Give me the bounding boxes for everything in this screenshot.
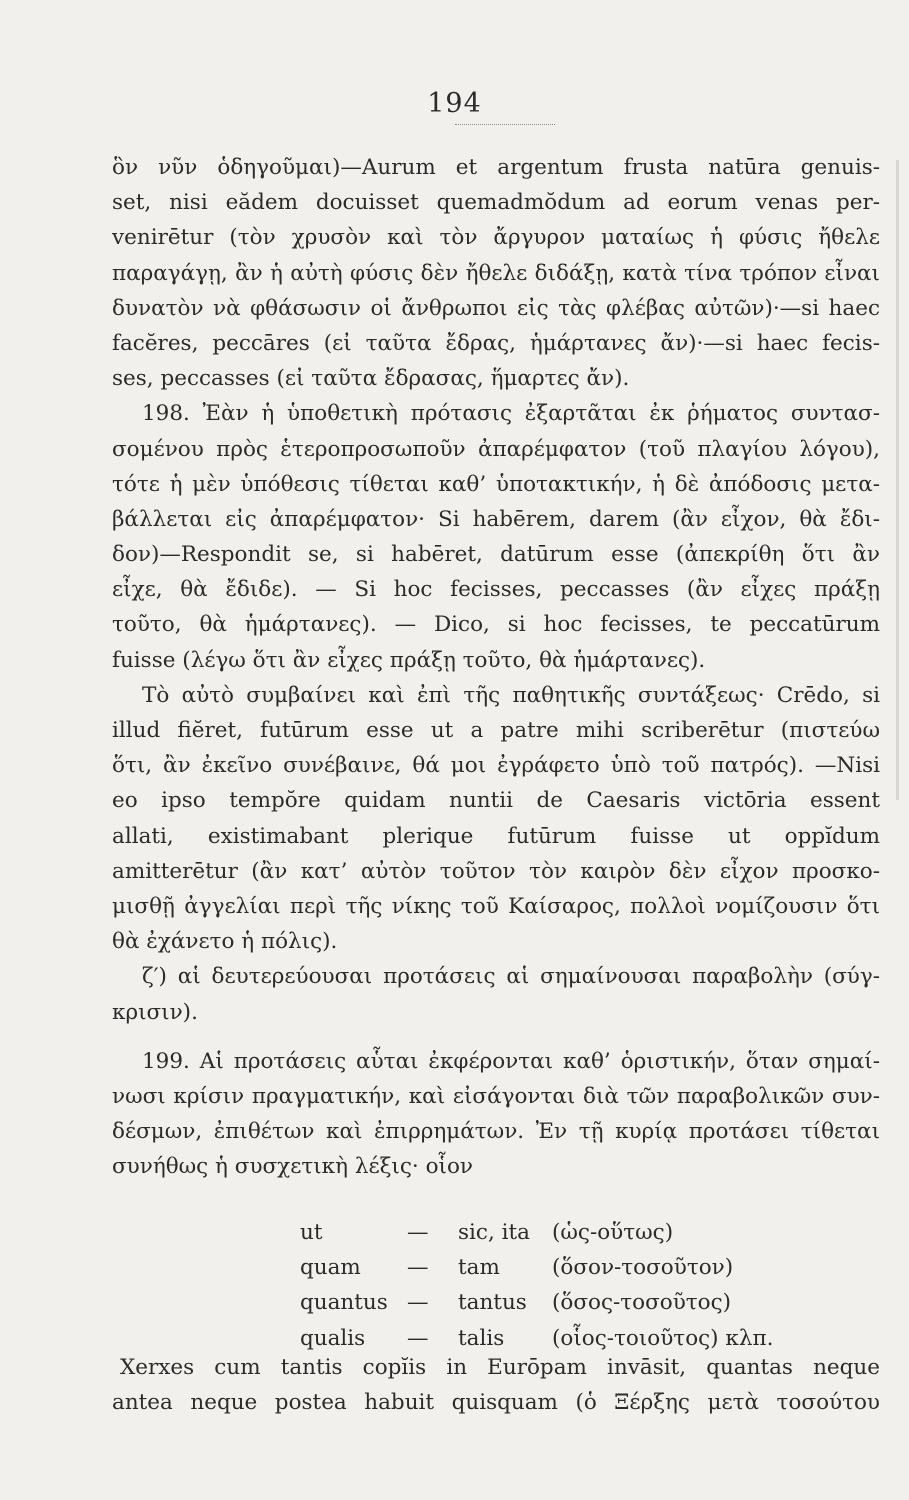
text-line: τοῦτο, θὰ ἡμάρτανες). — Dico, si hoc fecisses, te peccatūrum xyxy=(112,612,880,638)
dash: — xyxy=(407,1290,429,1316)
text-line: μισθῇ ἀγγελίαι περὶ τῆς νίκης τοῦ Καίσαρος, πολλοὶ νομίζουσιν ὅτι xyxy=(112,893,880,919)
text-line: βάλλεται εἰς ἀπαρέμφατον· Si habērem, darem (ἂν εἶχον, θὰ ἔδι- xyxy=(112,506,880,532)
latin-word: qualis xyxy=(300,1325,366,1351)
correlatives-table xyxy=(300,1215,900,1356)
text-line: 199. Αἱ προτάσεις αὗται ἐκφέρονται καθ’ ὁριστικήν, ὅταν σημαί- xyxy=(142,1048,880,1074)
table-row xyxy=(300,1250,900,1285)
text-line: Τὸ αὐτὸ συμβαίνει καὶ ἐπὶ τῆς παθητικῆς συντάξεως· Crēdo, si xyxy=(142,682,880,708)
greek-translation: (ὅσον-τοσοῦτον) xyxy=(552,1255,734,1281)
text-line: ὅτι, ἂν ἐκεῖνο συνέβαινε, θά μοι ἐγράφετο ὑπὸ τοῦ πατρός). —Nisi xyxy=(112,753,880,779)
text-line: allati, existimabant plerique futūrum fuisse ut oppĭdum xyxy=(112,823,880,849)
text-line: facĕres, peccāres (εἰ ταῦτα ἔδρας, ἡμάρτανες ἄν)·—si haec fecis- xyxy=(112,330,880,356)
body-text xyxy=(112,150,880,1184)
correlative-word: tam xyxy=(458,1255,500,1281)
dash: — xyxy=(407,1220,429,1245)
text-line: eo ipso tempŏre quidam nuntii de Caesaris victōria essent xyxy=(112,788,880,814)
dash: — xyxy=(407,1325,429,1351)
text-line: fuisse (λέγω ὅτι ἂν εἶχες πράξῃ τοῦτο, θὰ ἡμάρτανες). xyxy=(112,647,706,673)
text-line: ses, peccasses (εἰ ταῦτα ἔδρασας, ἥμαρτες ἄν). xyxy=(112,366,630,392)
table-row xyxy=(300,1285,900,1320)
text-line: δέσμων, ἐπιθέτων καὶ ἐπιρρημάτων. Ἐν τῇ κυρίᾳ προτάσει τίθεται xyxy=(112,1119,880,1145)
dash: — xyxy=(407,1255,429,1281)
text-line: συνήθως ἡ συσχετικὴ λέξις· οἷον xyxy=(112,1154,473,1180)
text-line: amitterētur (ἂν κατ’ αὐτὸν τοῦτον τὸν καιρὸν δὲν εἶχον προσκο- xyxy=(112,858,880,884)
correlative-word: tantus xyxy=(458,1290,527,1316)
correlative-word: sic, ita xyxy=(458,1220,530,1245)
greek-translation: (ὅσος-τοσοῦτος) xyxy=(552,1290,732,1316)
latin-word: quantus xyxy=(300,1290,388,1316)
closing-text xyxy=(112,1350,880,1420)
text-line: δον)—Respondit se, si habēret, datūrum esse (ἀπεκρίθη ὅτι ἂν xyxy=(112,542,880,568)
table-row xyxy=(300,1215,900,1250)
text-line: illud fiĕret, futūrum esse ut a patre mihi scriberētur (πιστεύω xyxy=(112,718,880,743)
text-line: ὃν νῦν ὁδηγοῦμαι)—Aurum et argentum frusta natūra genuis- xyxy=(112,155,880,180)
greek-translation: (ὡς-οὕτως) xyxy=(552,1220,674,1245)
text-line: θὰ ἐχάνετο ἡ πόλις). xyxy=(112,929,338,955)
text-line: τότε ἡ μὲν ὑπόθεσις τίθεται καθ’ ὑποτακτικήν, ἡ δὲ ἀπόδοσις μετα- xyxy=(112,471,880,497)
text-line: κρισιν). xyxy=(112,999,198,1025)
correlative-word: talis xyxy=(458,1325,505,1351)
text-line: εἶχε, θὰ ἔδιδε). — Si hoc fecisses, peccasses (ἂν εἶχες πράξῃ xyxy=(112,577,880,603)
text-line: νωσι κρίσιν πραγματικήν, καὶ εἰσάγονται διὰ τῶν παραβολικῶν συν- xyxy=(112,1083,880,1109)
greek-translation: (οἷος-τοιοῦτος) κλπ. xyxy=(552,1325,774,1351)
latin-word: ut xyxy=(300,1220,323,1245)
text-line: παραγάγῃ, ἂν ἡ αὐτὴ φύσις δὲν ἤθελε διδάξῃ, κατὰ τίνα τρόπον εἶναι xyxy=(112,260,880,286)
page-number: 194 xyxy=(427,88,482,119)
text-line: venirētur (τὸν χρυσὸν καὶ τὸν ἄργυρον ματαίως ἡ φύσις ἤθελε xyxy=(112,225,880,251)
text-line: 198. Ἐὰν ἡ ὑποθετικὴ πρότασις ἐξαρτᾶται ἐκ ῥήματος συντασ- xyxy=(142,401,880,427)
text-line: δυνατὸν νὰ φθάσωσιν οἱ ἄνθρωποι εἰς τὰς φλέβας αὐτῶν)·—si haec xyxy=(112,295,880,321)
header-rule xyxy=(455,124,555,125)
text-line: antea neque postea habuit quisquam (ὁ Ξέρξης μετὰ τοσούτου xyxy=(112,1390,880,1416)
text-line: set, nisi eădem docuisset quemadmŏdum ad eorum venas per- xyxy=(112,190,880,216)
text-line: ζ′) αἱ δευτερεύουσαι προτάσεις αἱ σημαίνουσαι παραβολὴν (σύγ- xyxy=(142,964,880,990)
right-edge-mark xyxy=(896,160,899,800)
latin-word: quam xyxy=(300,1255,361,1281)
text-line: Xerxes cum tantis copĭis in Eurōpam invāsit, quantas neque xyxy=(120,1355,880,1380)
text-line: σομένου πρὸς ἑτεροπροσωποῦν ἀπαρέμφατον (τοῦ πλαγίου λόγου), xyxy=(112,436,880,462)
